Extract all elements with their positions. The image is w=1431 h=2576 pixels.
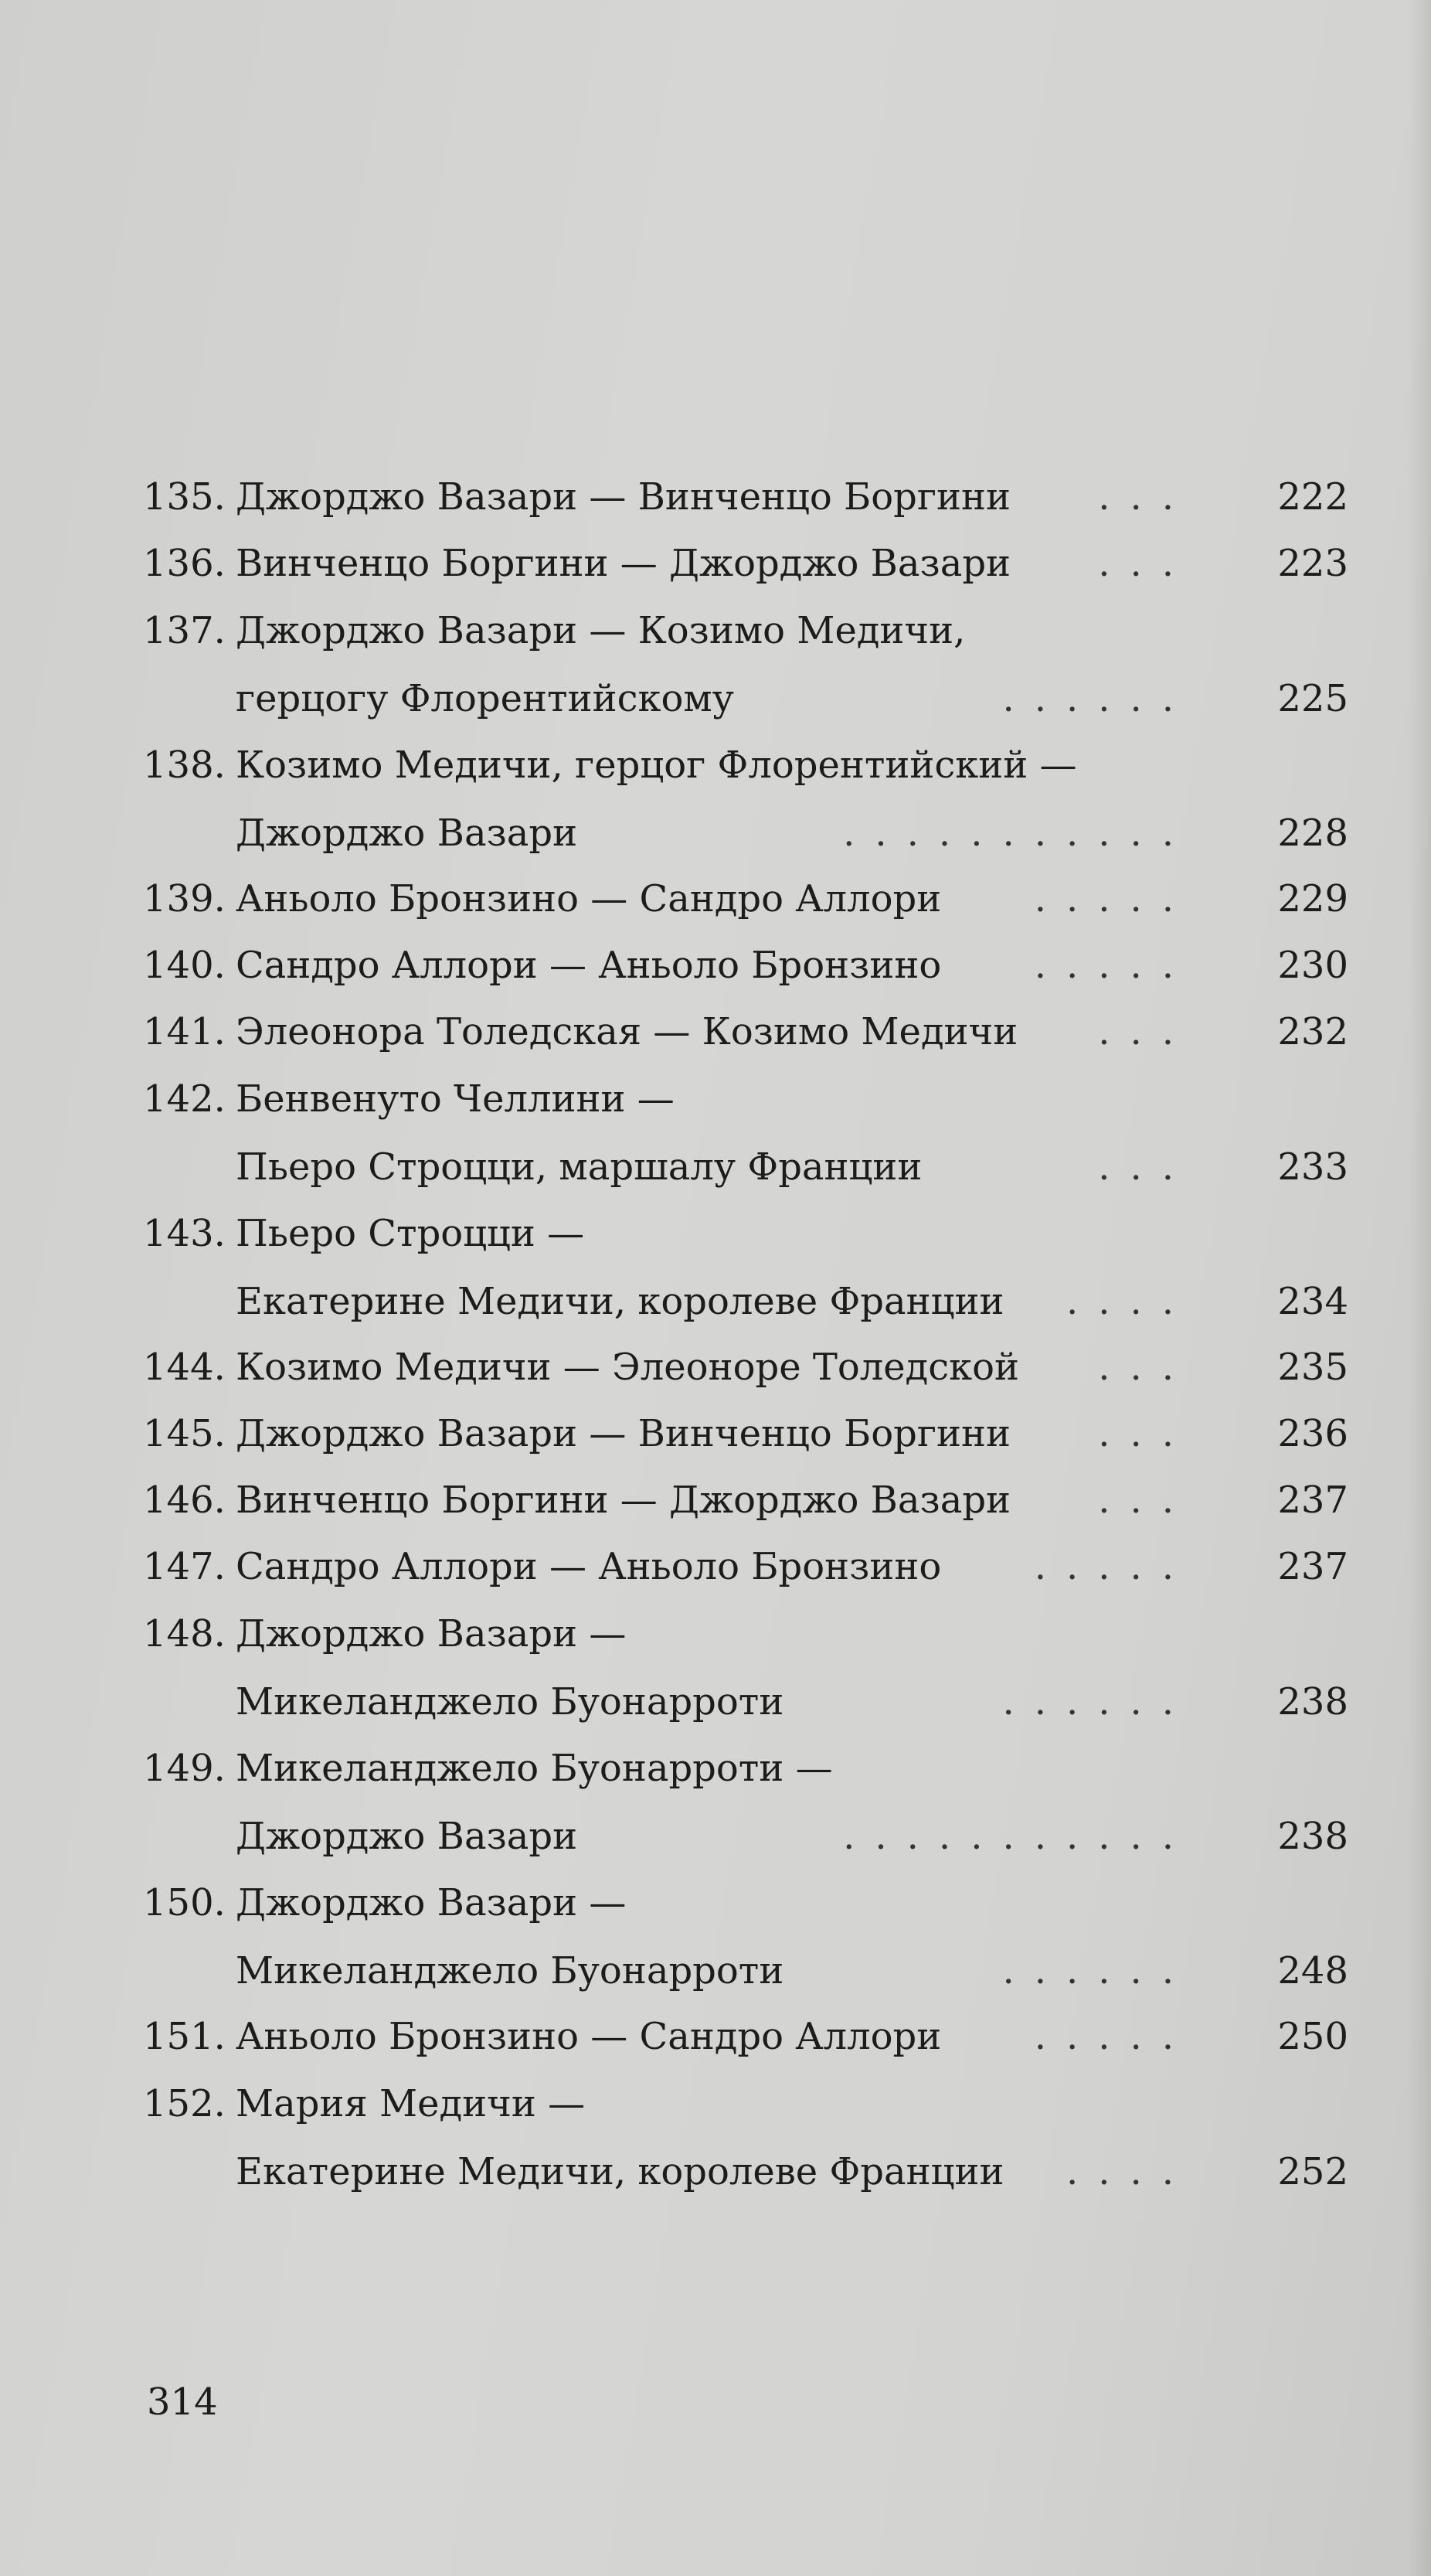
- entry-title: Екатерине Медичи, королеве Франции: [236, 2150, 1004, 2193]
- entry-page-number: 252: [1277, 2150, 1348, 2193]
- entry-number: 143.: [143, 1212, 226, 1255]
- page-edge-shadow: [1408, 0, 1431, 2576]
- toc-entry: [143, 1334, 1348, 1400]
- toc-entry: [143, 731, 1348, 866]
- dot-leader: ....: [1066, 2150, 1194, 2193]
- toc-entry-line: [143, 1600, 1348, 1668]
- toc-entry-line: [143, 799, 1348, 866]
- entry-number: 147.: [143, 1545, 226, 1588]
- entry-title: Джорджо Вазари —: [236, 1612, 627, 1656]
- toc-entry-line: [143, 1668, 1348, 1734]
- toc-entry-line: [143, 932, 1348, 999]
- entry-number: 136.: [143, 542, 226, 585]
- toc-entry-line: [143, 999, 1348, 1065]
- entry-number: 139.: [143, 877, 226, 920]
- toc-entry-line: [143, 1268, 1348, 1334]
- toc-entry: [143, 1400, 1348, 1467]
- entry-number: 137.: [143, 609, 226, 652]
- toc-entry: [143, 932, 1348, 999]
- entry-page-number: 236: [1277, 1412, 1348, 1455]
- dot-leader: ...: [1098, 1479, 1194, 1522]
- toc-entry-line: [143, 1802, 1348, 1869]
- entry-page-number: 234: [1277, 1280, 1348, 1323]
- entry-page-number: 222: [1277, 475, 1348, 519]
- toc-entry-line: [143, 597, 1348, 665]
- toc-entry-line: [143, 530, 1348, 597]
- entry-title: герцогу Флорентийскому: [236, 677, 734, 720]
- entry-title: Джорджо Вазари —: [236, 1881, 627, 1924]
- toc-entry-line: [143, 1467, 1348, 1533]
- toc-entry: [143, 1467, 1348, 1533]
- dot-leader: ...: [1098, 1412, 1194, 1455]
- entry-number: 152.: [143, 2082, 226, 2125]
- toc-entry-line: [143, 1533, 1348, 1600]
- dot-leader: ...: [1098, 1346, 1194, 1389]
- entry-page-number: 250: [1277, 2015, 1348, 2058]
- entry-number: 145.: [143, 1412, 226, 1455]
- entry-title: Козимо Медичи, герцог Флорентийский —: [236, 744, 1077, 787]
- toc-entry-line: [143, 1400, 1348, 1467]
- toc-entry-line: [143, 665, 1348, 731]
- dot-leader: .....: [1034, 877, 1194, 920]
- entry-title: Аньоло Бронзино — Сандро Аллори: [236, 2015, 942, 2058]
- toc-entry: [143, 999, 1348, 1065]
- entry-number: 150.: [143, 1881, 226, 1924]
- toc-entry-line: [143, 731, 1348, 799]
- toc-entry-line: [143, 1937, 1348, 2003]
- dot-leader: ...........: [843, 1815, 1194, 1858]
- entry-page-number: 228: [1277, 812, 1348, 855]
- toc-entry-line: [143, 2070, 1348, 2138]
- page-number: 314: [147, 2380, 218, 2424]
- entry-title: Джорджо Вазари — Винченцо Боргини: [236, 1412, 1011, 1455]
- dot-leader: ......: [1002, 677, 1194, 720]
- toc-entry-line: [143, 2138, 1348, 2204]
- dot-leader: .....: [1034, 1545, 1194, 1588]
- entry-number: 142.: [143, 1077, 226, 1121]
- entry-number: 144.: [143, 1346, 226, 1389]
- entry-title: Мария Медичи —: [236, 2082, 586, 2125]
- entry-title: Пьеро Строцци, маршалу Франции: [236, 1145, 923, 1189]
- toc-entry-line: [143, 2003, 1348, 2070]
- entry-number: 149.: [143, 1747, 226, 1790]
- entry-title: Екатерине Медичи, королеве Франции: [236, 1280, 1004, 1323]
- toc-entry-line: [143, 1334, 1348, 1400]
- toc-entry: [143, 464, 1348, 530]
- toc-entry: [143, 2070, 1348, 2204]
- toc-entry: [143, 1533, 1348, 1600]
- dot-leader: ......: [1002, 1680, 1194, 1724]
- entry-title: Винченцо Боргини — Джорджо Вазари: [236, 1479, 1011, 1522]
- dot-leader: .....: [1034, 2015, 1194, 2058]
- entry-title: Козимо Медичи — Элеоноре Толедской: [236, 1346, 1019, 1389]
- entry-title: Микеланджело Буонарроти —: [236, 1747, 833, 1790]
- entry-page-number: 235: [1277, 1346, 1348, 1389]
- entry-page-number: 233: [1277, 1145, 1348, 1189]
- toc-entry-line: [143, 1133, 1348, 1200]
- toc-entry-line: [143, 1734, 1348, 1802]
- entry-number: 141.: [143, 1010, 226, 1053]
- entry-title: Микеланджело Буонарроти: [236, 1949, 784, 1992]
- entry-number: 140.: [143, 944, 226, 987]
- toc-entry: [143, 1600, 1348, 1734]
- entry-page-number: 230: [1277, 944, 1348, 987]
- entry-page-number: 238: [1277, 1815, 1348, 1858]
- dot-leader: ......: [1002, 1949, 1194, 1992]
- toc-entry: [143, 866, 1348, 932]
- entry-page-number: 229: [1277, 877, 1348, 920]
- entry-number: 146.: [143, 1479, 226, 1522]
- entry-page-number: 248: [1277, 1949, 1348, 1992]
- toc-entry: [143, 1065, 1348, 1200]
- entry-title: Винченцо Боргини — Джорджо Вазари: [236, 542, 1011, 585]
- dot-leader: ...: [1098, 542, 1194, 585]
- dot-leader: ...: [1098, 475, 1194, 519]
- entry-title: Джорджо Вазари — Винченцо Боргини: [236, 475, 1011, 519]
- entry-title: Микеланджело Буонарроти: [236, 1680, 784, 1724]
- dot-leader: ...: [1098, 1145, 1194, 1189]
- toc-entry: [143, 2003, 1348, 2070]
- entry-page-number: 237: [1277, 1545, 1348, 1588]
- table-of-contents: [143, 464, 1348, 2204]
- entry-page-number: 232: [1277, 1010, 1348, 1053]
- entry-page-number: 238: [1277, 1680, 1348, 1724]
- entry-number: 135.: [143, 475, 226, 519]
- toc-entry: [143, 1200, 1348, 1334]
- entry-page-number: 225: [1277, 677, 1348, 720]
- toc-entry-line: [143, 1065, 1348, 1133]
- entry-title: Джорджо Вазари: [236, 812, 578, 855]
- dot-leader: .....: [1034, 944, 1194, 987]
- entry-title: Сандро Аллори — Аньоло Бронзино: [236, 944, 942, 987]
- entry-number: 148.: [143, 1612, 226, 1656]
- entry-title: Джорджо Вазари: [236, 1815, 578, 1858]
- dot-leader: ....: [1066, 1280, 1194, 1323]
- toc-entry: [143, 1734, 1348, 1869]
- entry-number: 138.: [143, 744, 226, 787]
- toc-entry-line: [143, 1200, 1348, 1268]
- entry-page-number: 223: [1277, 542, 1348, 585]
- toc-entry: [143, 597, 1348, 731]
- toc-entry: [143, 530, 1348, 597]
- dot-leader: ...........: [843, 812, 1194, 855]
- toc-entry: [143, 1869, 1348, 2003]
- toc-entry-line: [143, 464, 1348, 530]
- entry-title: Бенвенуто Челлини —: [236, 1077, 675, 1121]
- entry-title: Сандро Аллори — Аньоло Бронзино: [236, 1545, 942, 1588]
- dot-leader: ...: [1098, 1010, 1194, 1053]
- entry-title: Джорджо Вазари — Козимо Медичи,: [236, 609, 966, 652]
- toc-entry-line: [143, 1869, 1348, 1937]
- entry-number: 151.: [143, 2015, 226, 2058]
- toc-entry-line: [143, 866, 1348, 932]
- entry-title: Пьеро Строцци —: [236, 1212, 585, 1255]
- entry-title: Аньоло Бронзино — Сандро Аллори: [236, 877, 942, 920]
- entry-page-number: 237: [1277, 1479, 1348, 1522]
- entry-title: Элеонора Толедская — Козимо Медичи: [236, 1010, 1018, 1053]
